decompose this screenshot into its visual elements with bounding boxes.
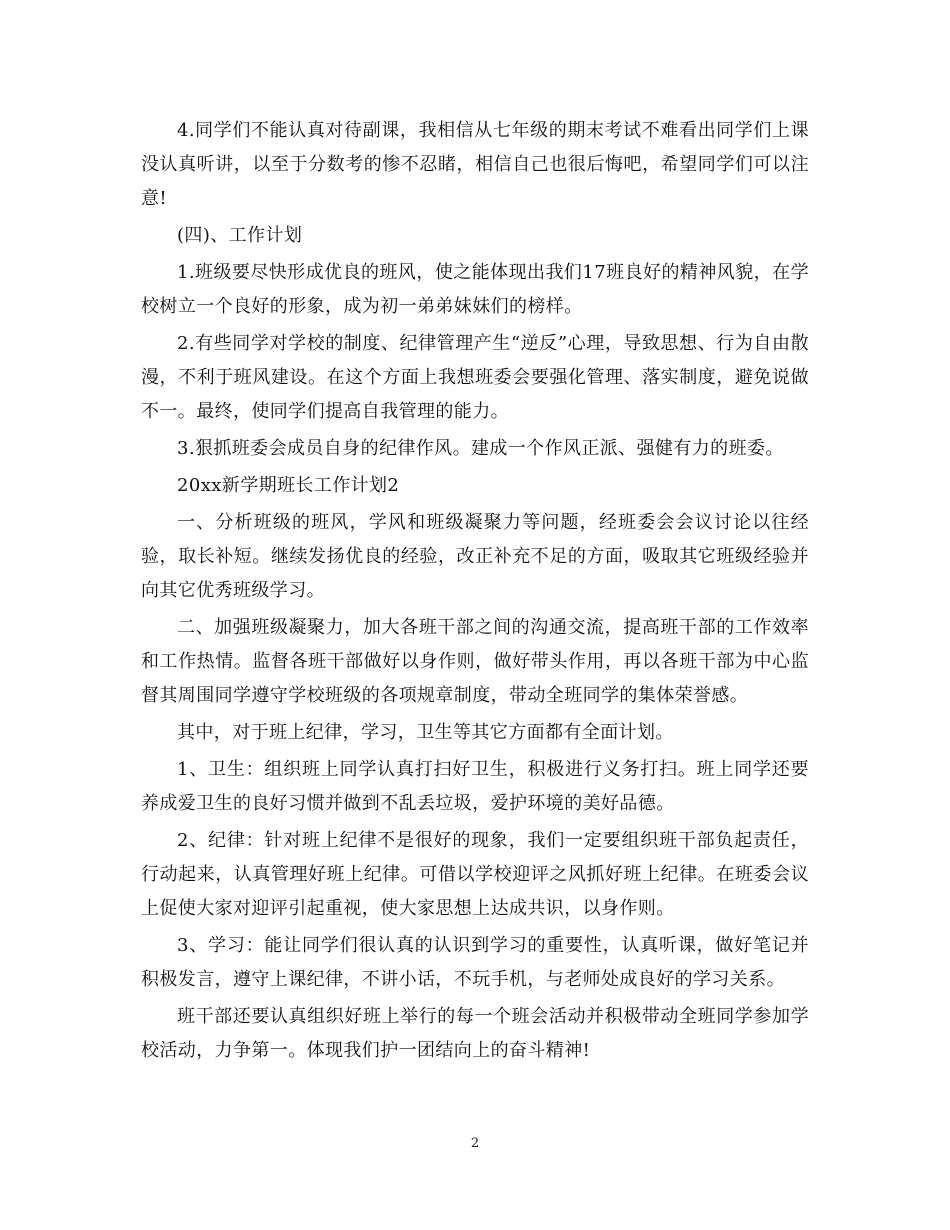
paragraph-plan-2: 2.有些同学对学校的制度、纪律管理产生“逆反”心理，导致思想、行为自由散漫，不利于班风建设。在这个方面上我想班委会要强化管理、落实制度，避免说做不一。最终，使同学们提高自我管理的能力。 xyxy=(141,333,809,422)
paragraph-section-two: 二、加强班级凝聚力，加大各班干部之间的沟通交流，提高班干部的工作效率和工作热情。监督各班干部做好以身作则，做好带头作用，再以各班干部为中心监督其周围同学遵守学校班级的各项规章制度，带动全班同学的集体荣誉感。 xyxy=(141,617,809,706)
section-heading-work-plan: (四)、工作计划 xyxy=(177,225,303,246)
paragraph-conclusion: 班干部还要认真组织好班上举行的每一个班会活动并积极带动全班同学参加学校活动，力争第一。体现我们护一团结向上的奋斗精神! xyxy=(141,1006,809,1061)
paragraph-hygiene: 1、卫生：组织班上同学认真打扫好卫生，积极进行义务打扫。班上同学还要养成爱卫生的良好习惯并做到不乱丢垃圾，爱护环境的美好品德。 xyxy=(141,759,809,814)
paragraph-plan-3: 3.狠抓班委会成员自身的纪律作风。建成一个作风正派、强健有力的班委。 xyxy=(177,438,784,459)
paragraph-overview: 其中，对于班上纪律，学习，卫生等其它方面都有全面计划。 xyxy=(177,722,674,743)
paragraph-item-4: 4.同学们不能认真对待副课，我相信从七年级的期末考试不难看出同学们上课没认真听讲，以至于分数考的惨不忍睹，相信自己也很后悔吧，希望同学们可以注意! xyxy=(141,120,809,209)
document-subtitle: 20xx新学期班长工作计划2 xyxy=(177,475,400,496)
paragraph-section-one: 一、分析班级的班风，学风和班级凝聚力等问题，经班委会会议讨论以往经验，取长补短。继续发扬优良的经验，改正补充不足的方面，吸取其它班级经验并向其它优秀班级学习。 xyxy=(141,512,809,601)
page-number: 2 xyxy=(470,1136,480,1151)
paragraph-discipline: 2、纪律：针对班上纪律不是很好的现象，我们一定要组织班干部负起责任，行动起来，认真管理好班上纪律。可借以学校迎评之风抓好班上纪律。在班委会议上促使大家对迎评引起重视，使大家思想上达成共识，以身作则。 xyxy=(141,830,809,919)
paragraph-plan-1: 1.班级要尽快形成优良的班风，使之能体现出我们17班良好的精神风貌，在学校树立一个良好的形象，成为初一弟弟妹妹们的榜样。 xyxy=(141,262,809,317)
paragraph-study: 3、学习：能让同学们很认真的认识到学习的重要性，认真听课，做好笔记并积极发言，遵守上课纪律，不讲小话，不玩手机，与老师处成良好的学习关系。 xyxy=(141,935,809,990)
document-body xyxy=(141,114,809,1071)
